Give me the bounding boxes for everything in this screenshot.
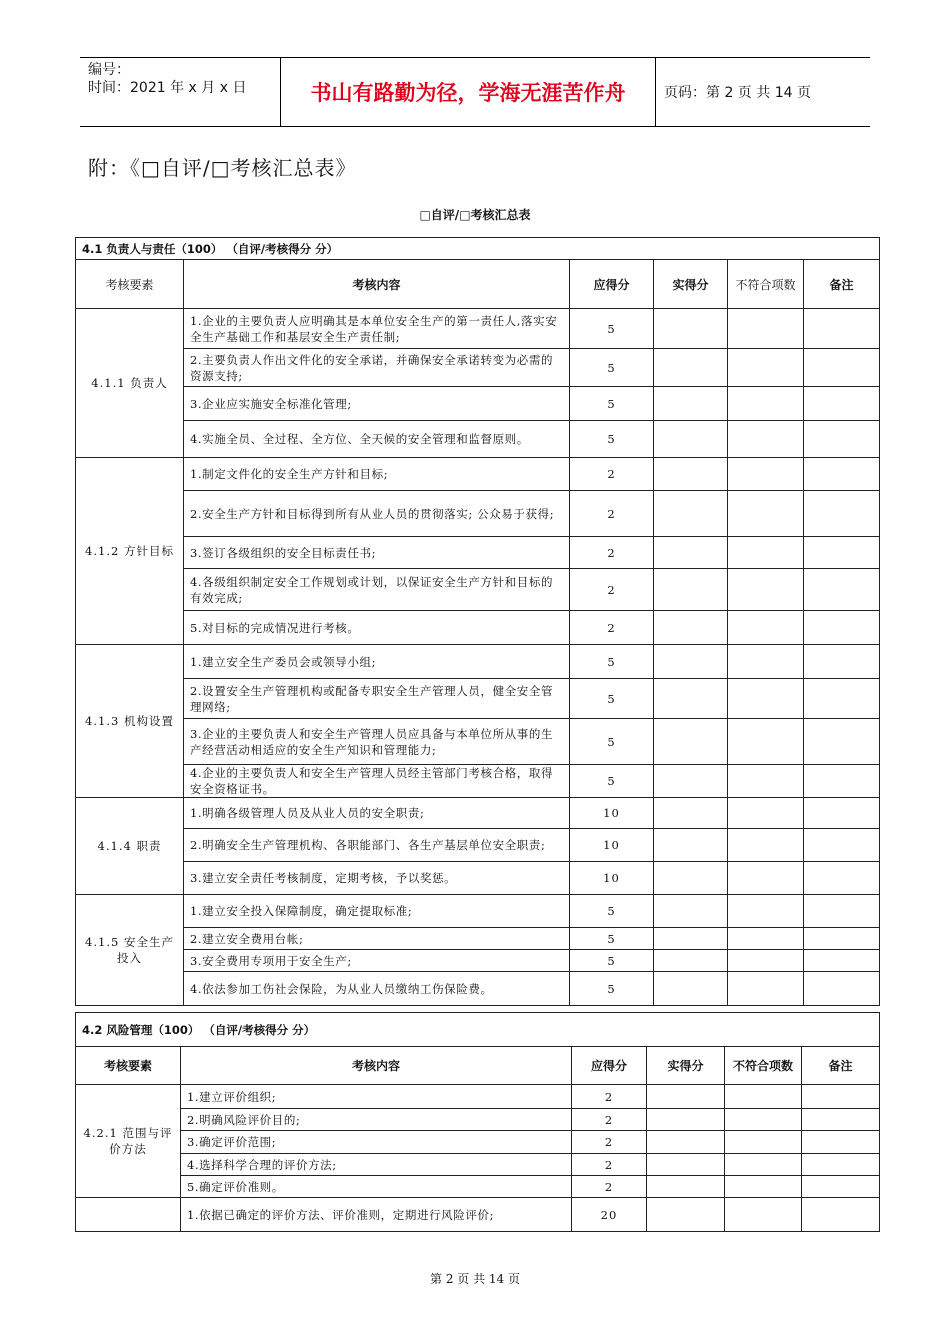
column-header: 应得分 bbox=[570, 260, 654, 309]
assessment-content: 1.依据已确定的评价方法、评价准则，定期进行风险评价; bbox=[181, 1198, 572, 1232]
actual-score-cell bbox=[654, 719, 728, 765]
actual-score-cell bbox=[654, 862, 728, 895]
column-header: 备注 bbox=[802, 1047, 880, 1085]
assessment-content: 2.设置安全生产管理机构或配备专职安全生产管理人员，健全安全管理网络; bbox=[184, 679, 570, 719]
assessment-content: 3.签订各级组织的安全目标责任书; bbox=[184, 537, 570, 569]
remarks-cell bbox=[804, 309, 880, 349]
remarks-cell bbox=[802, 1176, 880, 1198]
actual-score-cell bbox=[654, 645, 728, 679]
expected-score: 5 bbox=[570, 387, 654, 421]
expected-score: 5 bbox=[570, 928, 654, 950]
assessment-content: 1.建立安全生产委员会或领导小组; bbox=[184, 645, 570, 679]
remarks-cell bbox=[802, 1198, 880, 1232]
expected-score: 2 bbox=[572, 1154, 647, 1176]
time-label: 时间：2021 年 x 月 x 日 bbox=[88, 80, 247, 96]
expected-score: 20 bbox=[572, 1198, 647, 1232]
section-row bbox=[76, 238, 880, 260]
section-title: 4.1 负责人与责任（100） （自评/考核得分 分） bbox=[76, 238, 880, 260]
expected-score: 2 bbox=[570, 569, 654, 611]
nonconformity-count-cell bbox=[725, 1154, 802, 1176]
nonconformity-count-cell bbox=[728, 349, 804, 387]
nonconformity-count-cell bbox=[728, 829, 804, 862]
actual-score-cell bbox=[654, 765, 728, 798]
nonconformity-count-cell bbox=[728, 569, 804, 611]
remarks-cell bbox=[802, 1154, 880, 1176]
expected-score: 2 bbox=[572, 1176, 647, 1198]
table-row bbox=[76, 569, 880, 611]
nonconformity-count-cell bbox=[725, 1198, 802, 1232]
remarks-cell bbox=[804, 569, 880, 611]
table-row bbox=[76, 719, 880, 765]
actual-score-cell bbox=[647, 1109, 725, 1131]
assessment-table-4-1 bbox=[75, 237, 880, 1006]
table-row bbox=[76, 1109, 880, 1131]
assessment-content: 4.各级组织制定安全工作规划或计划，以保证安全生产方针和目标的有效完成; bbox=[184, 569, 570, 611]
nonconformity-count-cell bbox=[728, 928, 804, 950]
table-row bbox=[76, 421, 880, 458]
column-header: 考核内容 bbox=[184, 260, 570, 309]
actual-score-cell bbox=[654, 387, 728, 421]
expected-score: 10 bbox=[570, 862, 654, 895]
nonconformity-count-cell bbox=[725, 1085, 802, 1109]
nonconformity-count-cell bbox=[728, 719, 804, 765]
actual-score-cell bbox=[654, 611, 728, 645]
expected-score: 2 bbox=[570, 458, 654, 491]
nonconformity-count-cell bbox=[728, 862, 804, 895]
table-row bbox=[76, 458, 880, 491]
actual-score-cell bbox=[654, 537, 728, 569]
expected-score: 5 bbox=[570, 972, 654, 1006]
expected-score: 5 bbox=[570, 895, 654, 928]
table-row bbox=[76, 387, 880, 421]
document-header bbox=[80, 57, 870, 127]
nonconformity-count-cell bbox=[728, 679, 804, 719]
assessment-content: 2.主要负责人作出文件化的安全承诺，并确保安全承诺转变为必需的资源支持; bbox=[184, 349, 570, 387]
nonconformity-count-cell bbox=[728, 798, 804, 829]
actual-score-cell bbox=[654, 349, 728, 387]
actual-score-cell bbox=[654, 309, 728, 349]
column-header: 考核要素 bbox=[76, 260, 184, 309]
table-row bbox=[76, 862, 880, 895]
table-row bbox=[76, 611, 880, 645]
expected-score: 5 bbox=[570, 349, 654, 387]
assessment-content: 4.依法参加工伤社会保险，为从业人员缴纳工伤保险费。 bbox=[184, 972, 570, 1006]
assessment-element: 4.2.1 范围与评价方法 bbox=[76, 1085, 181, 1198]
expected-score: 2 bbox=[572, 1085, 647, 1109]
actual-score-cell bbox=[647, 1198, 725, 1232]
attachment-title: 附：《□自评/□考核汇总表》 bbox=[88, 156, 357, 180]
column-header: 实得分 bbox=[654, 260, 728, 309]
expected-score: 10 bbox=[570, 798, 654, 829]
remarks-cell bbox=[804, 537, 880, 569]
column-header: 考核要素 bbox=[76, 1047, 181, 1085]
assessment-content: 2.明确风险评价目的; bbox=[181, 1109, 572, 1131]
remarks-cell bbox=[804, 798, 880, 829]
remarks-cell bbox=[804, 491, 880, 537]
section-row bbox=[76, 1013, 880, 1047]
expected-score: 5 bbox=[570, 421, 654, 458]
assessment-table-4-2 bbox=[75, 1012, 880, 1232]
nonconformity-count-cell bbox=[728, 387, 804, 421]
nonconformity-count-cell bbox=[728, 491, 804, 537]
header-row bbox=[76, 1047, 880, 1085]
column-header: 不符合项数 bbox=[728, 260, 804, 309]
assessment-content: 1.建立评价组织; bbox=[181, 1085, 572, 1109]
table-row bbox=[76, 765, 880, 798]
nonconformity-count-cell bbox=[728, 309, 804, 349]
actual-score-cell bbox=[654, 421, 728, 458]
remarks-cell bbox=[804, 928, 880, 950]
remarks-cell bbox=[804, 950, 880, 972]
remarks-cell bbox=[804, 829, 880, 862]
table-row bbox=[76, 1154, 880, 1176]
assessment-content: 2.安全生产方针和目标得到所有从业人员的贯彻落实; 公众易于获得; bbox=[184, 491, 570, 537]
remarks-cell bbox=[804, 862, 880, 895]
header-meta bbox=[80, 58, 280, 126]
assessment-content: 5.对目标的完成情况进行考核。 bbox=[184, 611, 570, 645]
nonconformity-count-cell bbox=[728, 950, 804, 972]
nonconformity-count-cell bbox=[728, 537, 804, 569]
assessment-content: 4.企业的主要负责人和安全生产管理人员经主管部门考核合格，取得安全资格证书。 bbox=[184, 765, 570, 798]
table-row bbox=[76, 928, 880, 950]
assessment-element: 4.1.5 安全生产投入 bbox=[76, 895, 184, 1006]
assessment-content: 3.安全费用专项用于安全生产; bbox=[184, 950, 570, 972]
header-page-label: 页码：第 2 页 共 14 页 bbox=[664, 85, 811, 101]
assessment-content: 4.实施全员、全过程、全方位、全天候的安全管理和监督原则。 bbox=[184, 421, 570, 458]
expected-score: 5 bbox=[570, 719, 654, 765]
remarks-cell bbox=[804, 421, 880, 458]
remarks-cell bbox=[802, 1131, 880, 1154]
assessment-element: 4.1.3 机构设置 bbox=[76, 645, 184, 798]
remarks-cell bbox=[804, 895, 880, 928]
section-title: 4.2 风险管理（100） （自评/考核得分 分） bbox=[76, 1013, 880, 1047]
assessment-content: 4.选择科学合理的评价方法; bbox=[181, 1154, 572, 1176]
table-row bbox=[76, 1198, 880, 1232]
remarks-cell bbox=[804, 611, 880, 645]
actual-score-cell bbox=[647, 1176, 725, 1198]
table-row bbox=[76, 537, 880, 569]
assessment-element: 4.1.4 职责 bbox=[76, 798, 184, 895]
table-row bbox=[76, 645, 880, 679]
assessment-content: 2.建立安全费用台帐; bbox=[184, 928, 570, 950]
actual-score-cell bbox=[654, 458, 728, 491]
expected-score: 10 bbox=[570, 829, 654, 862]
column-header: 备注 bbox=[804, 260, 880, 309]
table-row bbox=[76, 491, 880, 537]
assessment-content: 3.企业的主要负责人和安全生产管理人员应具备与本单位所从事的生产经营活动相适应的安全生产知识和管理能力; bbox=[184, 719, 570, 765]
expected-score: 5 bbox=[570, 765, 654, 798]
expected-score: 2 bbox=[570, 491, 654, 537]
column-header: 考核内容 bbox=[181, 1047, 572, 1085]
remarks-cell bbox=[802, 1085, 880, 1109]
expected-score: 2 bbox=[572, 1109, 647, 1131]
actual-score-cell bbox=[647, 1131, 725, 1154]
expected-score: 2 bbox=[570, 537, 654, 569]
assessment-content: 1.明确各级管理人员及从业人员的安全职责; bbox=[184, 798, 570, 829]
expected-score: 2 bbox=[572, 1131, 647, 1154]
table-row bbox=[76, 1131, 880, 1154]
nonconformity-count-cell bbox=[725, 1131, 802, 1154]
column-header: 应得分 bbox=[572, 1047, 647, 1085]
assessment-content: 1.建立安全投入保障制度，确定提取标准; bbox=[184, 895, 570, 928]
column-header: 实得分 bbox=[647, 1047, 725, 1085]
assessment-element: 4.1.1 负责人 bbox=[76, 309, 184, 458]
nonconformity-count-cell bbox=[728, 421, 804, 458]
table-row bbox=[76, 798, 880, 829]
assessment-element bbox=[76, 1198, 181, 1232]
assessment-content: 1.制定文件化的安全生产方针和目标; bbox=[184, 458, 570, 491]
header-motto: 书山有路勤为径，学海无涯苦作舟 bbox=[280, 58, 656, 126]
remarks-cell bbox=[804, 972, 880, 1006]
table-row bbox=[76, 895, 880, 928]
table-row bbox=[76, 1085, 880, 1109]
actual-score-cell bbox=[654, 895, 728, 928]
actual-score-cell bbox=[654, 928, 728, 950]
actual-score-cell bbox=[654, 798, 728, 829]
actual-score-cell bbox=[654, 491, 728, 537]
table-row bbox=[76, 950, 880, 972]
nonconformity-count-cell bbox=[725, 1176, 802, 1198]
remarks-cell bbox=[804, 719, 880, 765]
assessment-content: 3.确定评价范围; bbox=[181, 1131, 572, 1154]
actual-score-cell bbox=[647, 1154, 725, 1176]
remarks-cell bbox=[804, 387, 880, 421]
assessment-content: 3.企业应实施安全标准化管理; bbox=[184, 387, 570, 421]
table-row bbox=[76, 1176, 880, 1198]
table-caption: □自评/□考核汇总表 bbox=[419, 208, 531, 222]
nonconformity-count-cell bbox=[728, 458, 804, 491]
number-label: 编号： bbox=[88, 62, 130, 78]
expected-score: 5 bbox=[570, 645, 654, 679]
table-row bbox=[76, 349, 880, 387]
nonconformity-count-cell bbox=[728, 895, 804, 928]
column-header: 不符合项数 bbox=[725, 1047, 802, 1085]
nonconformity-count-cell bbox=[728, 645, 804, 679]
actual-score-cell bbox=[654, 950, 728, 972]
page-footer: 第 2 页 共 14 页 bbox=[430, 1272, 520, 1286]
remarks-cell bbox=[802, 1109, 880, 1131]
table-row bbox=[76, 309, 880, 349]
expected-score: 2 bbox=[570, 611, 654, 645]
nonconformity-count-cell bbox=[728, 765, 804, 798]
remarks-cell bbox=[804, 765, 880, 798]
assessment-element: 4.1.2 方针目标 bbox=[76, 458, 184, 645]
actual-score-cell bbox=[654, 569, 728, 611]
remarks-cell bbox=[804, 679, 880, 719]
table-row bbox=[76, 829, 880, 862]
nonconformity-count-cell bbox=[725, 1109, 802, 1131]
expected-score: 5 bbox=[570, 309, 654, 349]
actual-score-cell bbox=[654, 679, 728, 719]
nonconformity-count-cell bbox=[728, 972, 804, 1006]
nonconformity-count-cell bbox=[728, 611, 804, 645]
remarks-cell bbox=[804, 349, 880, 387]
assessment-content: 3.建立安全责任考核制度，定期考核，予以奖惩。 bbox=[184, 862, 570, 895]
actual-score-cell bbox=[654, 972, 728, 1006]
actual-score-cell bbox=[654, 829, 728, 862]
actual-score-cell bbox=[647, 1085, 725, 1109]
assessment-content: 5.确定评价准则。 bbox=[181, 1176, 572, 1198]
assessment-content: 2.明确安全生产管理机构、各职能部门、各生产基层单位安全职责; bbox=[184, 829, 570, 862]
table-row bbox=[76, 679, 880, 719]
remarks-cell bbox=[804, 645, 880, 679]
assessment-content: 1.企业的主要负责人应明确其是本单位安全生产的第一责任人,落实安全生产基础工作和基层安全生产责任制; bbox=[184, 309, 570, 349]
remarks-cell bbox=[804, 458, 880, 491]
header-row bbox=[76, 260, 880, 309]
expected-score: 5 bbox=[570, 950, 654, 972]
table-row bbox=[76, 972, 880, 1006]
expected-score: 5 bbox=[570, 679, 654, 719]
